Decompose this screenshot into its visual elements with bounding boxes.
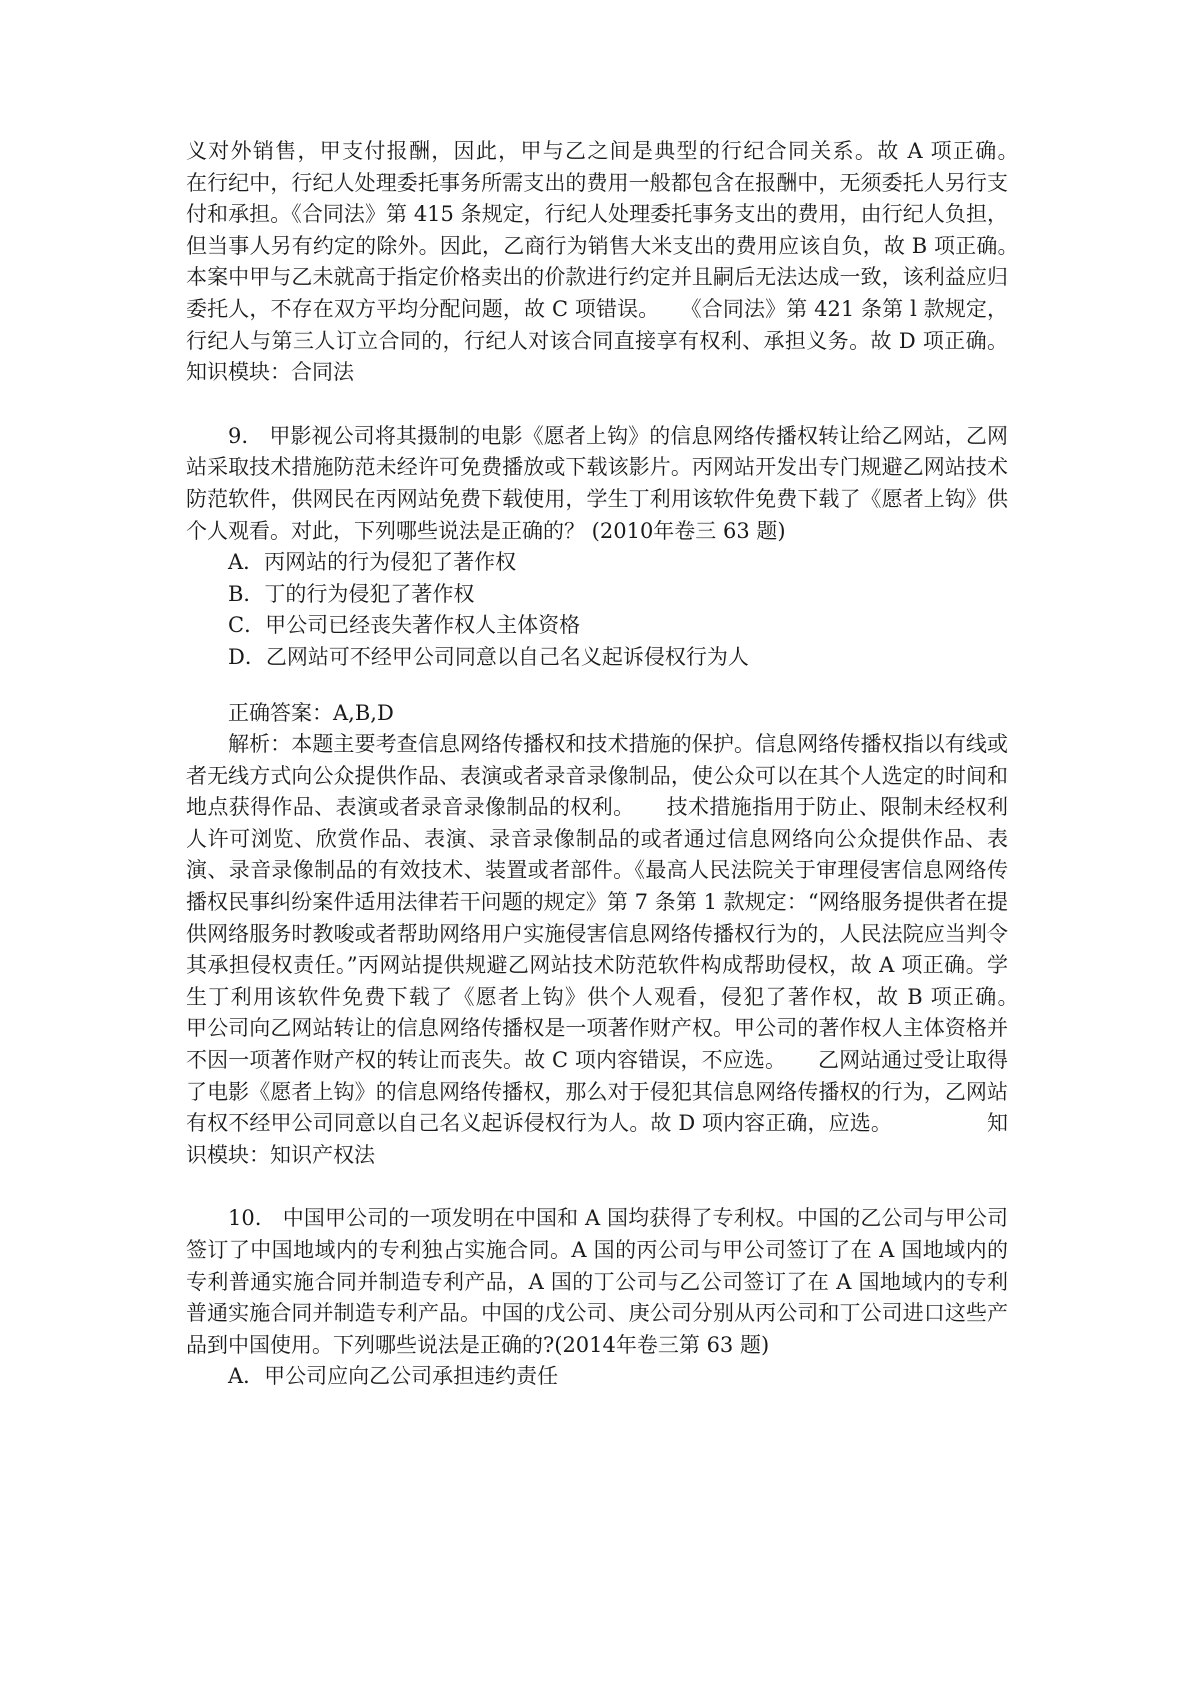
question-9-analysis: 解析：本题主要考查信息网络传播权和技术措施的保护。信息网络传播权指以有线或者无线方式向公众提供作品、表演或者录音录像制品，使公众可以在其个人选定的时间和地点获得作品、表演或者录音录像制品的权利。 技术措施指用于防止、限制未经权利人许可浏览、欣赏作品、表演、录音录像制品的或者通过信息网络向公众提供作品、表演、录音录像制品的有效技术、装置或者部件。《最高人民法院关于审理侵害信息网络传播权民事纠纷案件适用法律若干问题的规定》第 7 条第 1 款规定：“网络服务提供者在提供网络服务时教唆或者帮助网络用户实施侵害信息网络传播权行为的，人民法院应当判令其承担侵权责任。”丙网站提供规避乙网站技术防范软件构成帮助侵权，故 A 项正确。学生丁利用该软件免费下载了《愿者上钩》供个人观看，侵犯了著作权，故 B 项正确。 甲公司向乙网站转让的信息网络传播权是一项著作财产权。甲公司的著作权人主体资格并不因一项著作财产权的转让而丧失。故 C 项内容错误，不应选。 乙网站通过受让取得了电影《愿者上钩》的信息网络传播权，那么对于侵犯其信息网络传播权的行为，乙网站有权不经甲公司同意以自己名义起诉侵权行为人。故 D 项内容正确，应选。 知识模块：知识产权法: [186, 732, 1050, 1167]
question-10-option-a: A．甲公司应向乙公司承担违约责任: [228, 1364, 559, 1389]
question-9-option-d: D．乙网站可不经甲公司同意以自己名义起诉侵权行为人: [228, 644, 749, 669]
question-9: [186, 421, 1050, 1172]
question-9-stem: 9． 甲影视公司将其摄制的电影《愿者上钩》的信息网络传播权转让给乙网站，乙网站采取技术措施防范未经许可免费播放或下载该影片。丙网站开发出专门规避乙网站技术防范软件，供网民在丙网站免费下载使用，学生丁利用该软件免费下载了《愿者上钩》供个人观看。对此，下列哪些说法是正确的？ (2010年卷三 63 题): [186, 423, 1008, 543]
question-9-answer: 正确答案：A,B,D: [228, 700, 394, 725]
question-9-option-a: A．丙网站的行为侵犯了著作权: [228, 550, 517, 575]
question-10-stem: 10． 中国甲公司的一项发明在中国和 A 国均获得了专利权。中国的乙公司与甲公司签订了中国地域内的专利独占实施合同。A 国的丙公司与甲公司签订了在 A 国地域内的专利普通实施合同并制造专利产品，A 国的丁公司与乙公司签订了在 A 国地域内的专利普通实施合同并制造专利产品。中国的戊公司、庚公司分别从丙公司和丁公司进口这些产品到中国使用。下列哪些说法是正确的?(2014年卷三第 63 题): [186, 1206, 1008, 1357]
document-page: [186, 136, 1050, 1393]
question-9-option-b: B．丁的行为侵犯了著作权: [228, 581, 475, 606]
paragraph-gap: [186, 389, 1008, 421]
previous-question-analysis: 义对外销售，甲支付报酬，因此，甲与乙之间是典型的行纪合同关系。故 A 项正确。 在行纪中，行纪人处理委托事务所需支出的费用一般都包含在报酬中，无须委托人另行支付和承担。《合同法》第 415 条规定，行纪人处理委托事务支出的费用，由行纪人负担，但当事人另有约定的除外。因此，乙商行为销售大米支出的费用应该自负，故 B 项正确。 本案中甲与乙未就高于指定价格卖出的价款进行约定并且嗣后无法达成一致，该利益应归委托人，不存在双方平均分配问题，故 C 项错误。 《合同法》第 421 条第 l 款规定，行纪人与第三人订立合同的，行纪人对该合同直接享有权利、承担义务。故 D 项正确。知识模块：合同法: [186, 139, 1050, 385]
question-10: [186, 1203, 1008, 1393]
paragraph-gap: [186, 1171, 1008, 1203]
paragraph-gap: [186, 674, 1008, 698]
question-9-option-c: C．甲公司已经丧失著作权人主体资格: [228, 613, 581, 638]
